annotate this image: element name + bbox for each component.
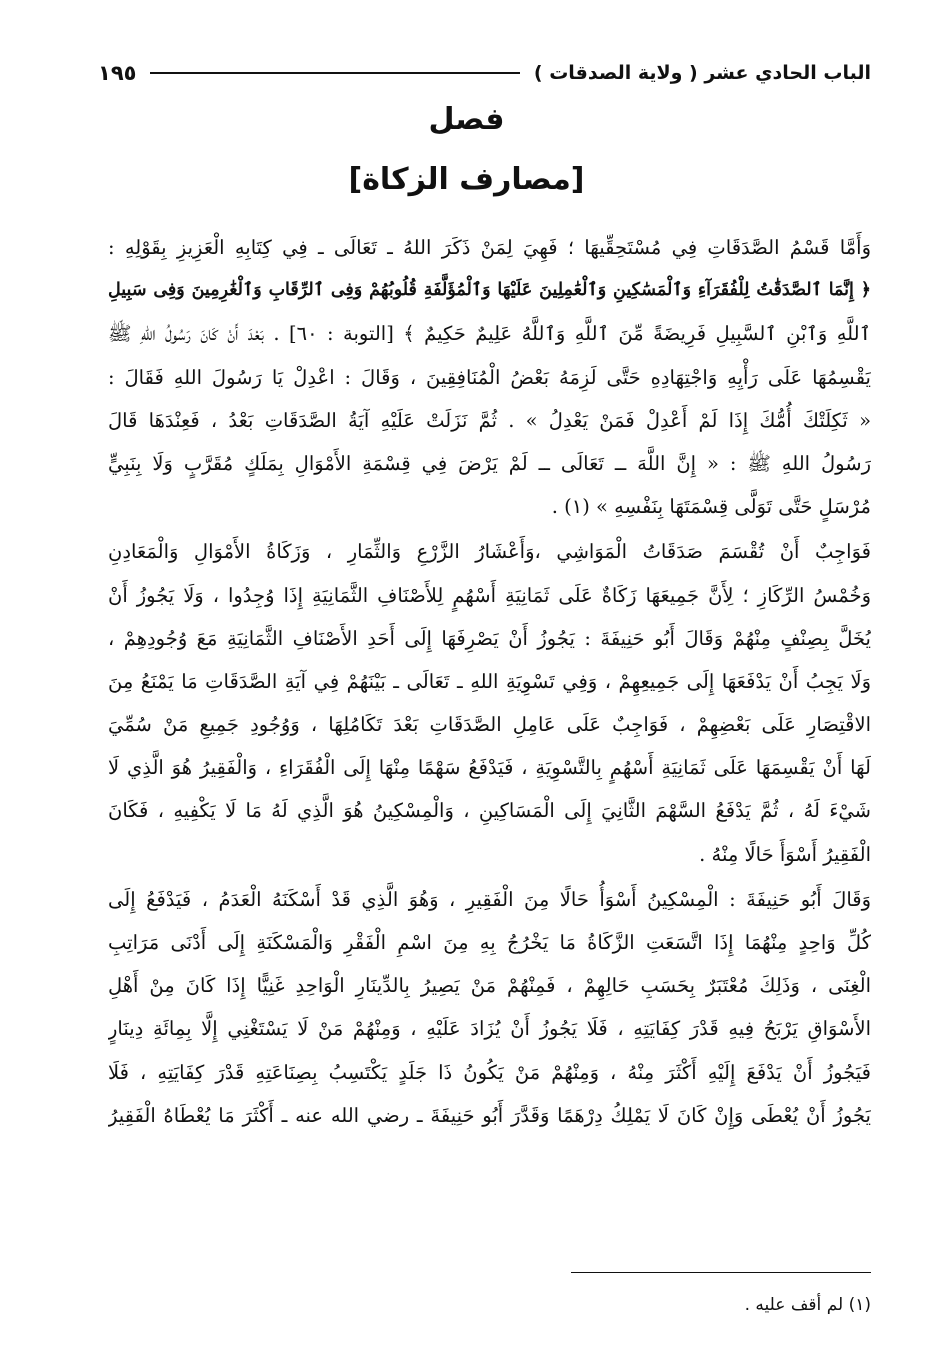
text-line: وَخُمْسُ الرِّكَازِ ؛ لِأَنَّ جَمِيعَهَا زَكَاةٌ عَلَى ثَمَانِيَةِ أَسْهُمٍ لِلأَصْنَافِ الثَّمَانِيَةِ إِذَا وُجِدُوا ، وَلَا يَجُوزُ أَنْ (108, 583, 871, 607)
page-number: ١٩٥ (98, 61, 137, 85)
text-line: مُرْسَلٍ حَتَّى تَوَلَّى قِسْمَتَهَا بِنَفْسِهِ » (١) . (551, 495, 871, 519)
text-line: فَيَجُوزُ أَنْ يَدْفَعَ إِلَيْهِ أَكْثَرَ مِنْهُ ، وَمِنْهُمْ مَنْ يَكُونُ ذَا جَلَدٍ يَكْتَسِبُ بِصِنَاعَتِهِ قَدْرَ كِفَايَتِهِ ، فَلَا (108, 1060, 871, 1084)
text-line: شَيْءَ لَهُ ، ثُمَّ يَدْفَعُ السَّهْمَ الثَّانِيَ إِلَى الْمَسَاكِينِ ، وَالْمِسْكِينُ هُوَ الَّذِي لَهُ مَا لَا يَكْفِيهِ ، فَكَانَ (108, 799, 871, 823)
header-rule (150, 72, 519, 74)
section-subheading: [مصارف الزكاة] (348, 162, 585, 197)
text-line: لَهَا أَنْ يَقْسِمَهَا عَلَى ثَمَانِيَةِ أَسْهُمٍ بِالتَّسْوِيَةِ ، فَيَدْفَعُ سَهْمًا مِنْهَا إِلَى الْفُقَرَاءِ ، وَالْفَقِيرُ هُوَ الَّذِي لَا (108, 756, 871, 780)
text-line: الأَسْوَاقِ يَرْبَحُ فِيهِ قَدْرَ كِفَايَتِهِ ، فَلَا يَجُوزُ أَنْ يُزَادَ عَلَيْهِ ، وَمِنْهُمْ مَنْ لَا يَسْتَغْنِي إِلَّا بِمِائَةِ دِينَارٍ (108, 1017, 871, 1041)
body-text (108, 226, 871, 1137)
text-line: وَأَمَّا قَسْمُ الصَّدَقَاتِ فِي مُسْتَحِقِّيهَا ؛ فَهِيَ لِمَنْ ذَكَرَ اللهُ ـ تَعَالَى ـ فِي كِتَابِهِ الْعَزِيزِ بِقَوْلِهِ : (108, 236, 871, 259)
text-line: الْفَقِيرُ أَسْوَأَ حَالًا مِنْهُ . (699, 842, 871, 866)
running-header (98, 56, 871, 90)
paragraph-3 (108, 878, 871, 1137)
footnote-1: (١) لم أقف عليه . (744, 1295, 871, 1315)
text-line: الْغِنَى ، وَذَلِكَ مُعْتَبَرٌ بِحَسَبِ حَالِهِمْ ، فَمِنْهُمْ مَنْ يَصِيرُ بِالدِّينَارِ الْوَاحِدِ غَنِيًّا إِذَا كَانَ مِنْ أَهْلِ (108, 974, 871, 998)
running-title: الباب الحادي عشر ( ولاية الصدقات ) (533, 62, 871, 84)
text-line: يَقْسِمُهَا عَلَى رَأْيِهِ وَاجْتِهَادِهِ حَتَّى لَزِمَهُ بَعْضُ الْمُنَافِقِينَ ، وَقَالَ : اعْدِلْ يَا رَسُولَ اللهِ فَقَالَ : (108, 365, 871, 389)
text-line: كُلِّ وَاحِدٍ مِنْهُمَا إِذَا اتَّسَعَتِ الزَّكَاةُ مَا يَخْرُجُ بِهِ مِنَ اسْمِ الْفَقْرِ وَالْمَسْكَنَةِ إِلَى أَدْنَى مَرَاتِبِ (108, 931, 871, 954)
footnote-rule (571, 1272, 871, 1273)
text-line: فَوَاجِبٌ أَنْ تُقْسَمَ صَدَقَاتُ الْمَوَاشِي ،وَأَعْشَارُ الزَّرْعِ وَالثِّمَارِ ، وَزَكَاةُ الأَمْوَالِ وَالْمَعَادِنِ (108, 540, 871, 564)
section-heading: فصل (428, 102, 505, 137)
text-line: رَسُولُ اللهِ ﷺ : « إِنَّ اللَّهَ ــ تَعَالَى ــ لَمْ يَرْضَ فِي قِسْمَةِ الأَمْوَالِ بِمَلَكٍ مُقَرَّبٍ وَلَا بِنَبِيٍّ (108, 451, 871, 475)
text-line: ٱللَّهِ وَٱبْنِ ٱلسَّبِيلِ فَرِيضَةً مِّنَ ٱللَّهِ وَٱللَّهُ عَلِيمٌ حَكِيمٌ ﴾ [التوبة : ٦٠] . بَعْدَ أَنْ كَانَ رَسُولُ اللهِ ﷺ (108, 322, 871, 346)
text-line: الاقْتِصَارِ عَلَى بَعْضِهِمْ ، فَوَاجِبٌ عَلَى عَامِلِ الصَّدَقَاتِ بَعْدَ تَكَامُلِهَا ، وَوُجُودِ جَمِيعِ مَنْ سُمِّيَ (108, 713, 871, 737)
text-line: « ثَكِلَتْكَ أُمُّكَ إِذَا لَمْ أَعْدِلْ فَمَنْ يَعْدِلُ » . ثُمَّ نَزَلَتْ عَلَيْهِ آيَةُ الصَّدَقَاتِ بَعْدُ ، فَعِنْدَهَا قَالَ (108, 408, 871, 432)
quran-verse-line: ﴿ إِنَّمَا ٱلصَّدَقَٰتُ لِلْفُقَرَآءِ وَٱلْمَسَٰكِينِ وَٱلْعَٰمِلِينَ عَلَيْهَا وَٱلْمُؤَلَّفَةِ قُلُوبُهُمْ وَفِى ٱلرِّقَابِ وَٱلْغَٰرِمِينَ وَفِى سَبِيلِ (108, 280, 871, 301)
text-line: وَلَا يَجِبُ أَنْ يَدْفَعَهَا إِلَى جَمِيعِهِمْ ، وَفِي تَسْوِيَةِ اللهِ ـ تَعَالَى ـ بَيْنَهُمْ فِي آيَةِ الصَّدَقَاتِ مَا يَمْنَعُ مِنَ (108, 669, 871, 693)
text-line: يُخَلَّ بِصِنْفٍ مِنْهُمْ وَقَالَ أَبُو حَنِيفَةَ : يَجُوزُ أَنْ يَصْرِفَهَا إِلَى أَحَدِ الأَصْنَافِ الثَّمَانِيَةِ مَعَ وُجُودِهِمْ ، (108, 626, 871, 650)
text-line: وَقَالَ أَبُو حَنِيفَةَ : الْمِسْكِينُ أَسْوَأُ حَالًا مِنَ الْفَقِيرِ ، وَهُوَ الَّذِي قَدْ أَسْكَنَهُ الْعَدَمُ ، فَيَدْفَعُ إِلَى (108, 887, 871, 911)
paragraph-1 (108, 226, 871, 528)
paragraph-2 (108, 530, 871, 876)
text-line: يَجُوزُ أَنْ يُعْطَى وَإِنْ كَانَ لَا يَمْلِكُ دِرْهَمًا وَقَدَّرَ أَبُو حَنِيفَةَ ـ رضي الله عنه ـ أَكْثَرَ مَا يُعْطَاهُ الْفَقِيرُ (108, 1103, 871, 1127)
